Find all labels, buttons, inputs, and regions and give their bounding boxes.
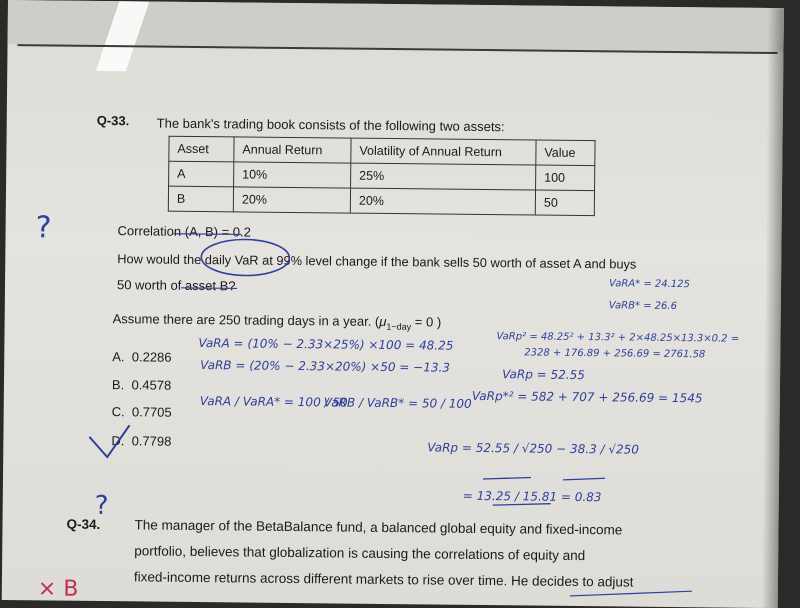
table-header-cell: Annual Return (234, 137, 351, 163)
pen-marks (2, 0, 784, 608)
q34-number: Q-34. (66, 516, 101, 532)
hand-ratio-a: VaRA / VaRA* = 100 / 50 (199, 394, 348, 410)
hand-varp: VaRp = 52.55 (502, 367, 585, 383)
table-cell: 25% (351, 163, 536, 190)
table-header-cell: Value (536, 140, 595, 166)
option-value: 0.7798 (131, 433, 172, 449)
hand-var-a: VaRA = (10% − 2.33×25%) ×100 = 48.25 (198, 336, 454, 353)
document-page (2, 0, 784, 608)
hand-var-a-star: VaRA* = 24.125 (609, 278, 690, 291)
hand-varp-squared-2: 2328 + 176.89 + 256.69 = 2761.58 (524, 347, 706, 361)
table-header-cell: Volatility of Annual Return (351, 138, 536, 165)
option-value: 0.4578 (131, 377, 172, 393)
option-value: 0.7705 (131, 404, 172, 420)
table-header-cell: Asset (169, 136, 234, 162)
hand-diff-1: VaRp = 52.55 / √250 − 38.3 / √250 (427, 440, 640, 457)
q34-line1: The manager of the BetaBalance fund, a balanced global equity and fixed-income (134, 517, 623, 538)
strike-correlation (174, 234, 242, 235)
hand-var-b: VaRB = (20% − 2.33×20%) ×50 = −13.3 (200, 358, 451, 375)
circle-daily-var (201, 239, 289, 276)
q33-number: Q-33. (96, 112, 130, 129)
hand-diff-2: = 13.25 / 15.81 = 0.83 (462, 488, 602, 505)
table-cell: A (169, 161, 234, 187)
q33-question-line1: How would the daily VaR at 99% level change if the bank sells 50 worth of asset A and buys (117, 251, 637, 272)
table-cell: 20% (233, 187, 350, 213)
table-cell: 20% (350, 188, 535, 215)
q34-line3: fixed-income returns across different markets to rise over time. He decides to adjust (133, 569, 634, 590)
option-letter: A. (112, 349, 125, 365)
strike-asset-b (181, 288, 237, 289)
table-cell: 100 (536, 165, 595, 191)
checkmark-icon (89, 425, 129, 457)
table-cell: 50 (535, 190, 594, 216)
mu-subscript: 1−day (386, 321, 412, 332)
hand-ratio-b: VaRB / VaRB* = 50 / 100 (323, 395, 472, 411)
hand-varp-star-squared: VaRp*² = 582 + 707 + 256.69 = 1545 (471, 388, 703, 406)
option-letter: D. (111, 433, 125, 449)
q34-question-mark: ? (94, 490, 109, 522)
assumption-text: Assume there are 250 trading days in a year. ( (112, 311, 380, 329)
fraction-bar-1 (483, 477, 531, 480)
option-letter: C. (111, 404, 125, 420)
q33-intro: The bank's trading book consists of the following two assets: (156, 115, 505, 135)
option-value: 0.2286 (131, 349, 172, 365)
fraction-bar-2 (563, 478, 605, 480)
hand-var-b-star: VaRB* = 26.6 (608, 300, 678, 313)
table-cell: B (168, 186, 233, 212)
q33-correlation: Correlation (A, B) = 0.2 (117, 223, 251, 240)
hand-varp-squared-1: VaRp² = 48.25² + 13.3² + 2×48.25×13.3×0.2 = (496, 331, 740, 345)
q33-question-line2: 50 worth of asset B? (116, 277, 236, 294)
mu-symbol: μ (379, 313, 387, 329)
margin-question-mark: ? (35, 210, 52, 246)
table-cell: 10% (234, 162, 351, 188)
red-margin-mark: × B (37, 576, 79, 602)
mu-tail: = 0 ) (411, 314, 442, 330)
underline-mark (570, 590, 692, 597)
fraction-bar-3 (493, 503, 551, 506)
option-letter: B. (111, 377, 125, 393)
q34-line2: portfolio, believes that globalization is causing the correlations of equity and (134, 543, 586, 564)
